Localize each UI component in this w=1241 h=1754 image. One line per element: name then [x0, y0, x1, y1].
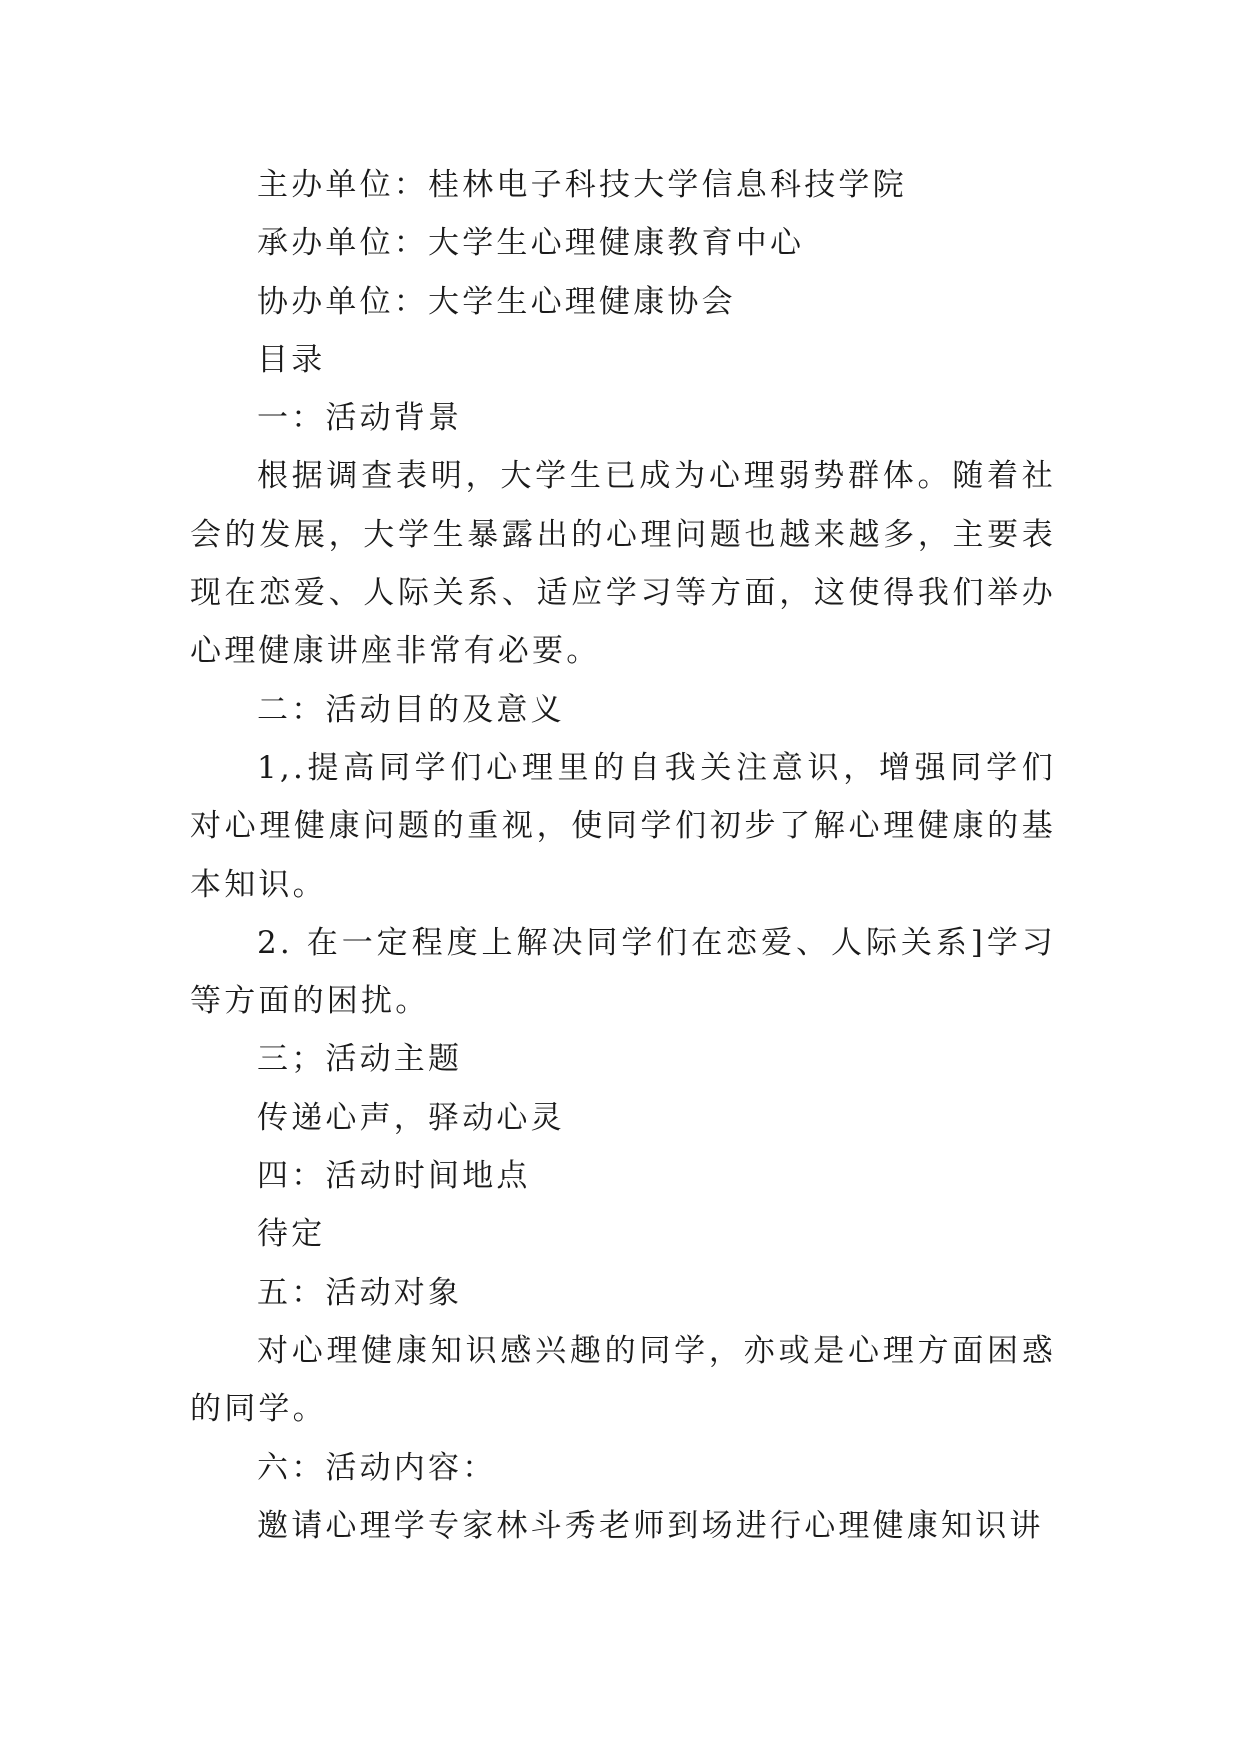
time-place-text: 待定 [257, 1216, 326, 1253]
section-heading-time-place: 四：活动时间地点 [257, 1158, 531, 1195]
section-heading-background: 一：活动背景 [257, 400, 463, 437]
document-body [190, 156, 1056, 1555]
purpose-item-1: 1,.提高同学们心理里的自我关注意识，增强同学们对心理健康问题的重视，使同学们初步了解心理健康的基本知识。 [190, 749, 1056, 903]
co-organizer-line: 协办单位：大学生心理健康协会 [257, 283, 736, 320]
purpose-item-2: 2. 在一定程度上解决同学们在恋爱、人际关系]学习等方面的困扰。 [190, 924, 1056, 1020]
toc-heading: 目录 [257, 341, 326, 378]
background-paragraph: 根据调查表明，大学生已成为心理弱势群体。随着社会的发展，大学生暴露出的心理问题也越来越多，主要表现在恋爱、人际关系、适应学习等方面，这使得我们举办心理健康讲座非常有必要。 [190, 458, 1056, 670]
section-heading-audience: 五：活动对象 [257, 1274, 463, 1311]
section-heading-content: 六：活动内容： [257, 1449, 497, 1486]
content-text: 邀请心理学专家林斗秀老师到场进行心理健康知识讲 [257, 1507, 1044, 1544]
section-heading-theme: 三；活动主题 [257, 1041, 463, 1078]
host-line: 承办单位：大学生心理健康教育中心 [257, 225, 805, 262]
theme-text: 传递心声，驿动心灵 [257, 1099, 565, 1136]
section-heading-purpose: 二：活动目的及意义 [257, 691, 565, 728]
audience-text: 对心理健康知识感兴趣的同学，亦或是心理方面困惑的同学。 [190, 1332, 1056, 1428]
organizer-line: 主办单位：桂林电子科技大学信息科技学院 [257, 167, 907, 203]
